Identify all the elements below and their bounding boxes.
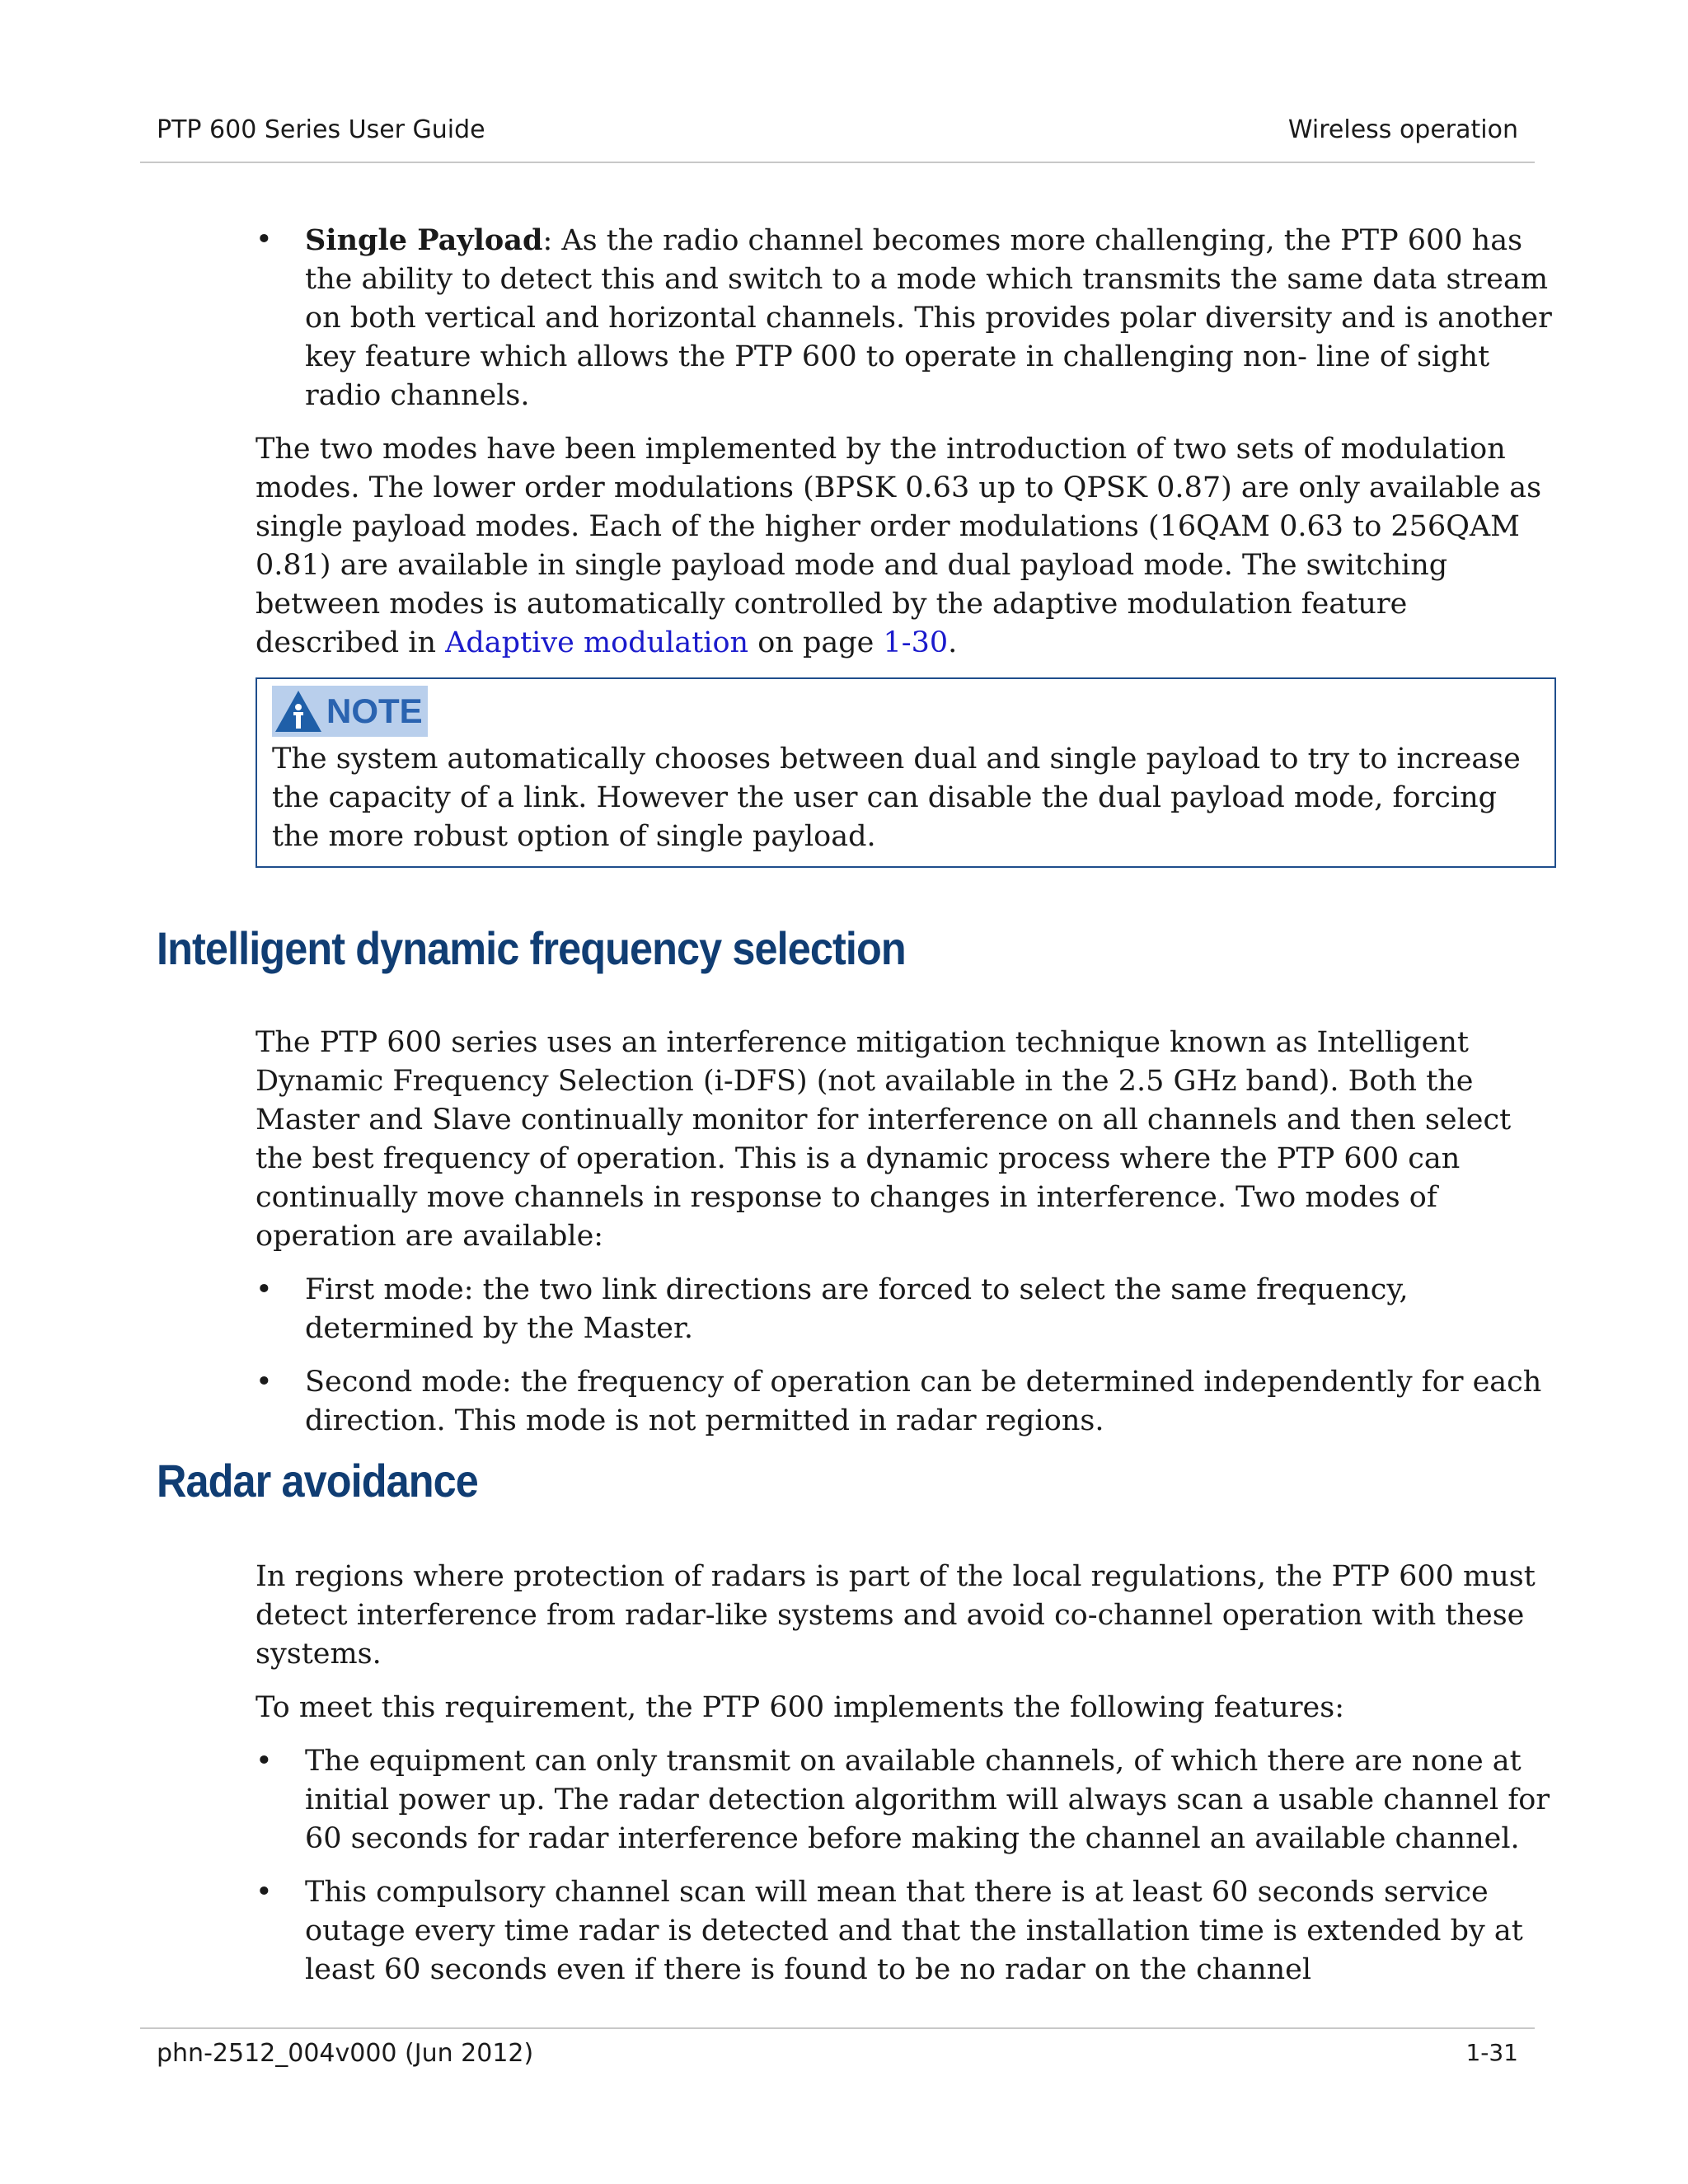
- bullet-glyph: •: [256, 223, 273, 256]
- period-text: .: [948, 626, 958, 659]
- radar-paragraph: In regions where protection of radars is part of the local regulations, the PTP 600 must detect interference from radar-like systems and avoid co-channel operation with these systems.: [256, 1560, 1536, 1671]
- radar-features-intro: To meet this requirement, the PTP 600 implements the following features:: [256, 1691, 1345, 1724]
- footer-rule: [140, 2027, 1535, 2029]
- list-item: [256, 1271, 1558, 1348]
- content-top: [256, 221, 1558, 868]
- bullet-text: Second mode: the frequency of operation can be determined independently for each direction. This mode is not permitted in radar regions.: [305, 1366, 1542, 1437]
- payload-bullet-list: [256, 221, 1558, 415]
- paragraph-text: The two modes have been implemented by the introduction of two sets of modulation modes. The lower order modulations (BPSK 0.63 up to QPSK 0.87) are only available as single payload modes. Each of the higher order modulations (16QAM 0.63 to 256QAM 0.81) are available in single payload mode and dual payload mode. The switching between modes is automatically controlled by the adaptive modulation feature described in: [256, 433, 1542, 659]
- bullet-term: Single Payload: [305, 223, 543, 257]
- section-heading-idfs: Intelligent dynamic frequency selection: [157, 922, 906, 974]
- content-idfs: [256, 1024, 1558, 1455]
- header-rule: [140, 162, 1535, 163]
- bullet-text: This compulsory channel scan will mean that there is at least 60 seconds service outage every time radar is detected and that the installation time is extended by at least 60 seconds even if there is found to be no radar on the channel: [305, 1876, 1523, 1986]
- note-badge: [272, 686, 428, 737]
- note-label: NOTE: [326, 691, 423, 730]
- note-text: The system automatically chooses between dual and single payload to try to increase the capacity of a link. However the user can disable the dual payload mode, forcing the more robust option of single payload.: [272, 743, 1521, 853]
- section-heading-radar: Radar avoidance: [157, 1455, 478, 1507]
- page-reference-link[interactable]: 1-30: [883, 626, 949, 659]
- list-item: [256, 1363, 1558, 1441]
- list-item: [256, 221, 1558, 415]
- page-number: 1-31: [1465, 2039, 1518, 2066]
- note-box: [256, 677, 1556, 868]
- bullet-text: First mode: the two link directions are forced to select the same frequency, determined by the Master.: [305, 1273, 1409, 1345]
- page-footer: [157, 2039, 1518, 2068]
- list-item: [256, 1873, 1558, 1990]
- list-item: [256, 1742, 1558, 1858]
- bullet-glyph: •: [256, 1876, 273, 1909]
- bullet-glyph: •: [256, 1273, 273, 1306]
- footer-doc-id: phn-2512_004v000 (Jun 2012): [157, 2039, 534, 2068]
- modes-paragraph: [256, 430, 1558, 663]
- idfs-bullet-list: [256, 1271, 1558, 1441]
- bullet-text: The equipment can only transmit on available channels, of which there are none at initial power up. The radar detection algorithm will always scan a usable channel for 60 seconds for radar interference before making the channel an available channel.: [305, 1745, 1550, 1855]
- page-header: [157, 115, 1518, 144]
- note-warning-icon: [274, 689, 323, 733]
- header-section-title: Wireless operation: [1287, 115, 1518, 144]
- idfs-paragraph: The PTP 600 series uses an interference mitigation technique known as Intelligent Dynamic Frequency Selection (i-DFS) (not available in the 2.5 GHz band). Both the Master and Slave continually monitor for interference on all channels and then select the best frequency of operation. This is a dynamic process where the PTP 600 can continually move channels in response to changes in interference. Two modes of operation are available:: [256, 1026, 1512, 1253]
- radar-bullet-list: [256, 1742, 1558, 1990]
- adaptive-modulation-link[interactable]: Adaptive modulation: [445, 626, 749, 659]
- content-radar: [256, 1558, 1558, 2004]
- on-page-text: on page: [748, 626, 884, 659]
- header-doc-title: PTP 600 Series User Guide: [157, 115, 485, 144]
- bullet-text: : As the radio channel becomes more challenging, the PTP 600 has the ability to detect this and switch to a mode which transmits the same data stream on both vertical and horizontal channels. This provides polar diversity and is another key feature which allows the PTP 600 to operate in challenging non- line of sight radio channels.: [305, 224, 1552, 412]
- bullet-glyph: •: [256, 1745, 273, 1778]
- bullet-glyph: •: [256, 1366, 273, 1399]
